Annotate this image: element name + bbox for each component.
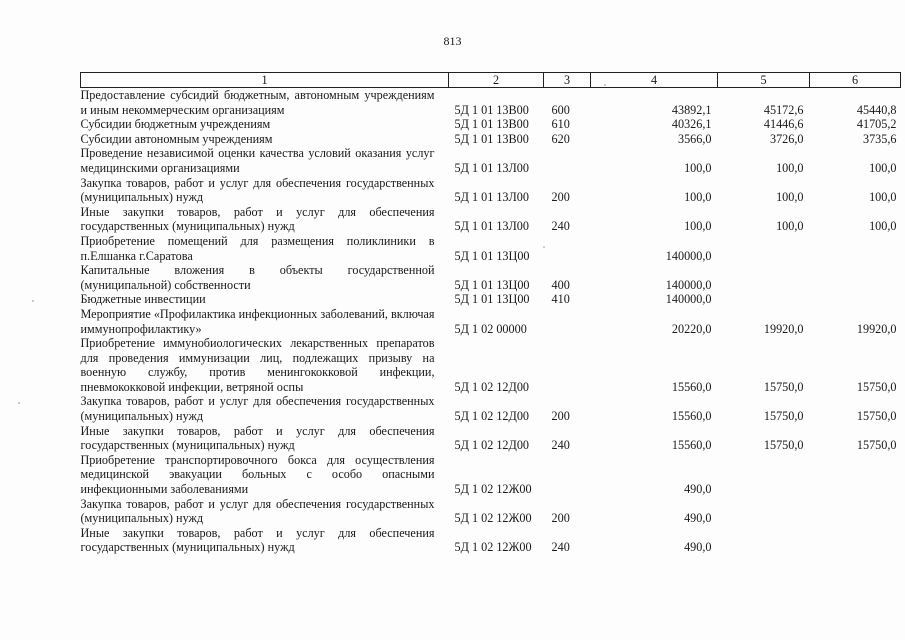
table-row bbox=[81, 424, 901, 453]
table-row bbox=[81, 497, 901, 526]
row-code: 5Д 1 01 13В00 bbox=[454, 117, 529, 132]
row-value-col6: 19920,0 bbox=[856, 321, 897, 336]
row-expense-type bbox=[544, 234, 591, 263]
row-expense-type bbox=[544, 146, 591, 175]
table-row bbox=[81, 146, 901, 175]
row-value-col5 bbox=[718, 263, 810, 292]
row-value-col4: 100,0 bbox=[684, 219, 712, 234]
row-code: 5Д 1 02 12Д00 bbox=[454, 409, 530, 424]
table-row bbox=[81, 88, 901, 118]
table-row bbox=[81, 307, 901, 336]
row-value-col4: 3566,0 bbox=[677, 131, 712, 146]
column-header: 1 bbox=[81, 73, 449, 88]
row-expense-type: 200 bbox=[551, 511, 570, 526]
row-value-col6 bbox=[810, 292, 901, 307]
row-value-col4: 100,0 bbox=[684, 190, 712, 205]
row-expense-type bbox=[544, 453, 591, 497]
column-header: 3 bbox=[544, 73, 591, 88]
row-expense-type: 400 bbox=[551, 277, 570, 292]
row-description: Закупка товаров, работ и услуг для обеспечения государственных (муниципальных) нужд bbox=[80, 175, 435, 205]
row-description: Приобретение иммунобиологических лекарственных препаратов для проведения иммунизации лиц, подлежащих призыву на военную службу, против менингококковой инфекции, пневмококковой инфекции, ветряной оспы bbox=[80, 336, 435, 394]
table-row bbox=[81, 117, 901, 132]
row-value-col5: 100,0 bbox=[776, 219, 804, 234]
row-description: Субсидии автономным учреждениям bbox=[80, 131, 273, 146]
row-description: Мероприятие «Профилактика инфекционных заболеваний, включая иммунопрофилактику» bbox=[80, 306, 435, 336]
row-value-col6: 100,0 bbox=[869, 190, 897, 205]
row-description: Закупка товаров, работ и услуг для обеспечения государственных (муниципальных) нужд bbox=[80, 394, 435, 424]
row-description: Субсидии бюджетным учреждениям bbox=[80, 117, 271, 132]
scan-speck bbox=[18, 402, 20, 404]
column-header: 4 bbox=[591, 73, 718, 88]
row-code: 5Д 1 01 13Л00 bbox=[454, 190, 529, 205]
row-value-col6: 100,0 bbox=[869, 219, 897, 234]
row-value-col6: 15750,0 bbox=[856, 379, 897, 394]
row-expense-type bbox=[544, 307, 591, 336]
row-value-col6 bbox=[810, 497, 901, 526]
table-row bbox=[81, 176, 901, 205]
row-code: 5Д 1 02 12Ж00 bbox=[454, 482, 532, 497]
row-description: Иные закупки товаров, работ и услуг для обеспечения государственных (муниципальных) нужд bbox=[80, 204, 435, 234]
row-value-col4: 140000,0 bbox=[665, 248, 712, 263]
row-value-col5 bbox=[718, 526, 810, 555]
row-value-col5: 41446,6 bbox=[763, 117, 804, 132]
row-value-col5: 15750,0 bbox=[763, 379, 804, 394]
row-value-col4: 140000,0 bbox=[665, 277, 712, 292]
row-value-col4: 15560,0 bbox=[671, 379, 712, 394]
row-value-col4: 490,0 bbox=[684, 482, 712, 497]
row-description: Капитальные вложения в объекты государственной (муниципальной) собственности bbox=[80, 263, 435, 292]
row-value-col4: 15560,0 bbox=[671, 409, 712, 424]
page-number: 813 bbox=[443, 34, 462, 48]
row-value-col6 bbox=[810, 234, 901, 263]
row-value-col5: 19920,0 bbox=[763, 321, 804, 336]
row-expense-type: 410 bbox=[551, 292, 570, 307]
table-row bbox=[81, 453, 901, 497]
row-value-col5: 15750,0 bbox=[763, 409, 804, 424]
row-value-col5: 3726,0 bbox=[769, 131, 804, 146]
row-value-col4: 100,0 bbox=[684, 160, 712, 175]
table-row bbox=[81, 336, 901, 394]
row-description: Иные закупки товаров, работ и услуг для обеспечения государственных (муниципальных) нужд bbox=[80, 525, 435, 555]
row-value-col5: 45172,6 bbox=[763, 102, 804, 117]
row-value-col5: 100,0 bbox=[776, 160, 804, 175]
row-expense-type: 240 bbox=[551, 540, 570, 555]
row-code: 5Д 1 01 13Ц00 bbox=[454, 248, 530, 263]
row-description: Предоставление субсидий бюджетным, автономным учреждениям и иным некоммерческим организациям bbox=[80, 88, 435, 117]
table-body bbox=[81, 88, 901, 556]
row-code: 5Д 1 01 13В00 bbox=[454, 102, 529, 117]
table-row bbox=[81, 292, 901, 307]
row-expense-type: 620 bbox=[551, 131, 570, 146]
row-value-col5 bbox=[718, 497, 810, 526]
row-code: 5Д 1 02 12Д00 bbox=[454, 379, 530, 394]
row-value-col5 bbox=[718, 292, 810, 307]
row-value-col6: 15750,0 bbox=[856, 409, 897, 424]
table-row bbox=[81, 132, 901, 147]
row-value-col6: 3735,6 bbox=[862, 131, 897, 146]
row-code: 5Д 1 02 12Ж00 bbox=[454, 540, 532, 555]
row-value-col6 bbox=[810, 453, 901, 497]
row-value-col4: 490,0 bbox=[684, 511, 712, 526]
budget-table bbox=[80, 72, 901, 555]
row-value-col4: 40326,1 bbox=[671, 117, 712, 132]
row-value-col6: 45440,8 bbox=[856, 102, 897, 117]
row-expense-type: 200 bbox=[551, 190, 570, 205]
row-value-col6 bbox=[810, 526, 901, 555]
row-expense-type bbox=[544, 336, 591, 394]
row-description: Закупка товаров, работ и услуг для обеспечения государственных (муниципальных) нужд bbox=[80, 496, 435, 526]
table-row bbox=[81, 234, 901, 263]
scan-speck bbox=[32, 300, 34, 302]
row-description: Бюджетные инвестиции bbox=[80, 292, 206, 307]
row-code: 5Д 1 01 13Ц00 bbox=[454, 292, 530, 307]
scan-speck bbox=[604, 84, 606, 86]
row-code: 5Д 1 01 13Л00 bbox=[454, 219, 529, 234]
row-expense-type: 610 bbox=[551, 117, 570, 132]
row-code: 5Д 1 02 12Ж00 bbox=[454, 511, 532, 526]
row-value-col5 bbox=[718, 453, 810, 497]
row-description: Иные закупки товаров, работ и услуг для обеспечения государственных (муниципальных) нужд bbox=[80, 423, 435, 453]
row-code: 5Д 1 02 00000 bbox=[454, 321, 527, 336]
row-value-col4: 15560,0 bbox=[671, 438, 712, 453]
row-code: 5Д 1 01 13Ц00 bbox=[454, 277, 530, 292]
table-row bbox=[81, 205, 901, 234]
row-expense-type: 200 bbox=[551, 409, 570, 424]
row-description: Проведение независимой оценки качества условий оказания услуг медицинскими организациями bbox=[80, 146, 435, 175]
row-value-col4: 490,0 bbox=[684, 540, 712, 555]
row-value-col4: 20220,0 bbox=[671, 321, 712, 336]
column-header: 2 bbox=[449, 73, 544, 88]
row-value-col6 bbox=[810, 263, 901, 292]
row-value-col6: 41705,2 bbox=[856, 117, 897, 132]
row-value-col6: 15750,0 bbox=[856, 438, 897, 453]
row-value-col5 bbox=[718, 234, 810, 263]
column-header: 6 bbox=[810, 73, 901, 88]
row-expense-type: 600 bbox=[551, 102, 570, 117]
row-code: 5Д 1 01 13Л00 bbox=[454, 160, 529, 175]
table-header bbox=[81, 73, 901, 88]
scan-speck bbox=[543, 246, 545, 248]
column-header: 5 bbox=[718, 73, 810, 88]
row-value-col4: 43892,1 bbox=[671, 102, 712, 117]
row-description: Приобретение транспортировочного бокса для осуществления медицинской эвакуации больных с особо опасными инфекционными заболеваниями bbox=[80, 452, 435, 497]
row-value-col5: 15750,0 bbox=[763, 438, 804, 453]
row-value-col4: 140000,0 bbox=[665, 292, 712, 307]
row-expense-type: 240 bbox=[551, 219, 570, 234]
row-code: 5Д 1 02 12Д00 bbox=[454, 438, 530, 453]
row-value-col6: 100,0 bbox=[869, 160, 897, 175]
row-expense-type: 240 bbox=[551, 438, 570, 453]
row-description: Приобретение помещений для размещения поликлиники в п.Елшанка г.Саратова bbox=[80, 233, 435, 263]
table-row bbox=[81, 263, 901, 292]
table-row bbox=[81, 526, 901, 555]
row-code: 5Д 1 01 13В00 bbox=[454, 131, 529, 146]
row-value-col5: 100,0 bbox=[776, 190, 804, 205]
table-row bbox=[81, 394, 901, 423]
